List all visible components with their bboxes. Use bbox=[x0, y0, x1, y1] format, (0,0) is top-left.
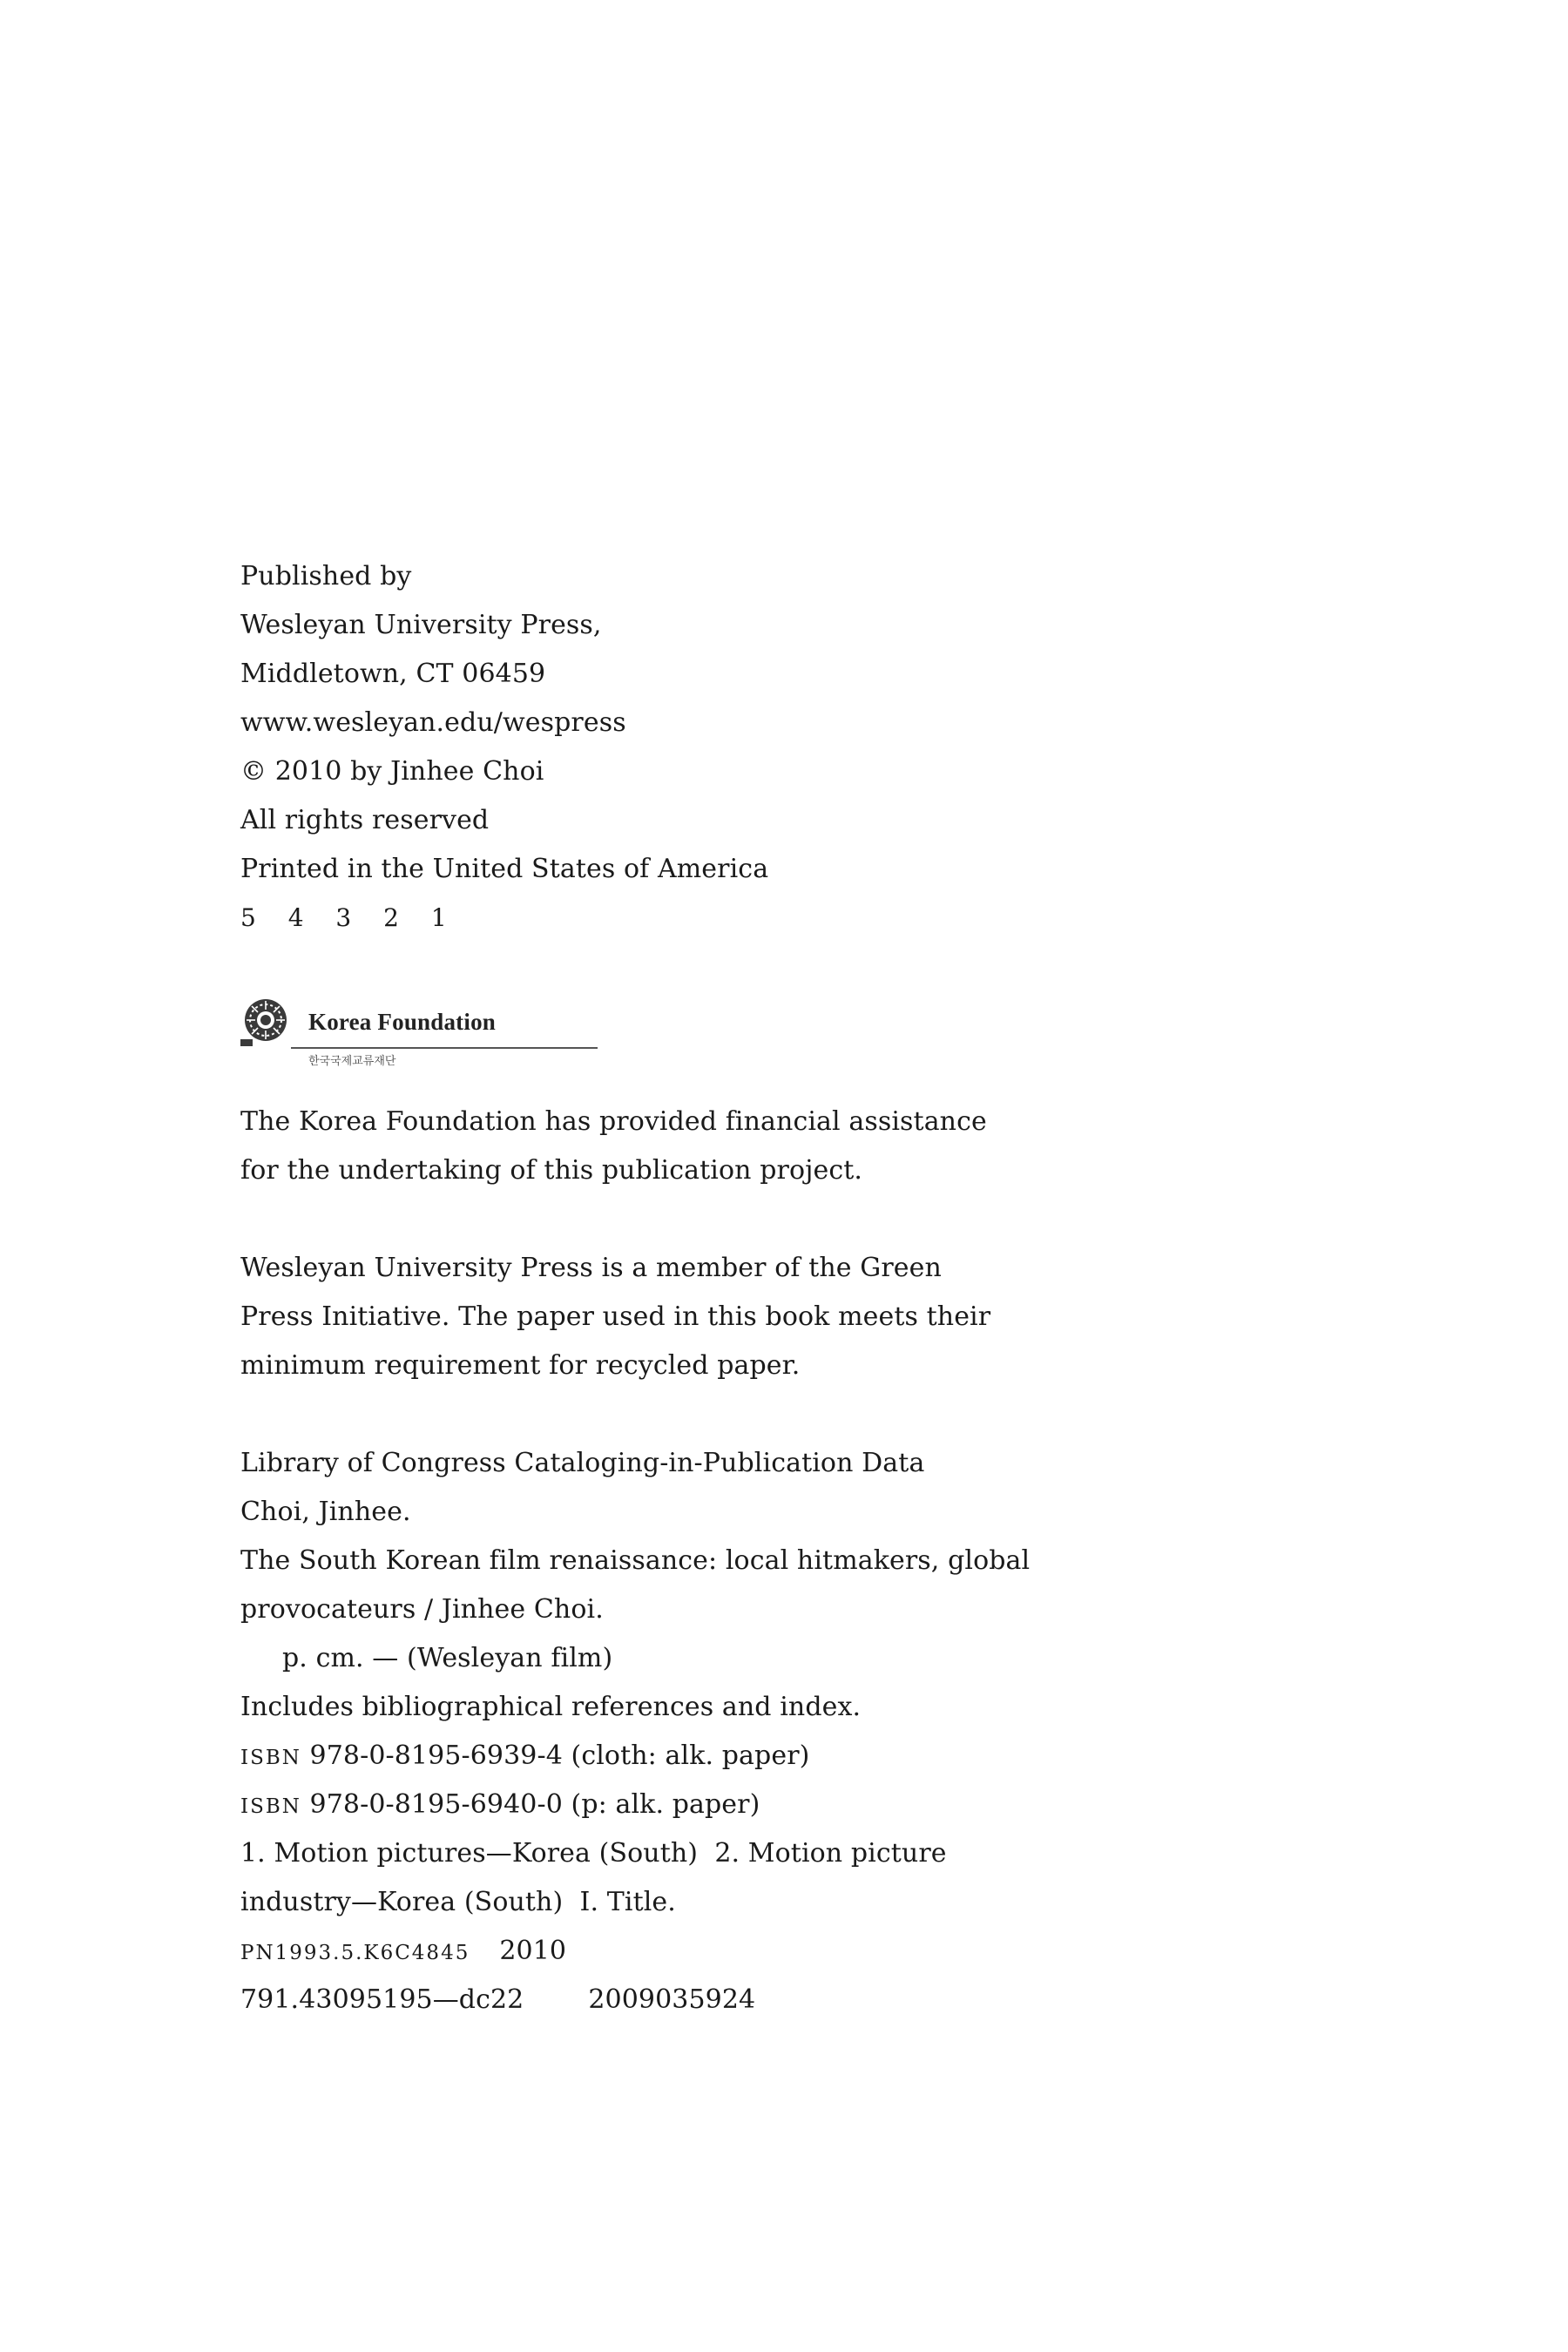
cip-includes-note: Includes bibliographical references and index. bbox=[240, 1692, 862, 1722]
cip-dewey-line bbox=[240, 1976, 1030, 2024]
print-number-line: 5 4 3 2 1 bbox=[240, 903, 459, 932]
korea-foundation-emblem-icon bbox=[240, 996, 291, 1046]
cip-data-block bbox=[240, 1439, 1030, 2024]
copyright-line: © 2010 by Jinhee Choi bbox=[240, 756, 544, 787]
cip-subjects-line-1: 1. Motion pictures—Korea (South) 2. Motion picture bbox=[240, 1838, 947, 1869]
publisher-name: Wesleyan University Press, bbox=[240, 610, 602, 640]
lccn-number: 2009035924 bbox=[588, 1984, 756, 2015]
korea-foundation-note bbox=[240, 1098, 987, 1195]
green-note-line-2: Press Initiative. The paper used in this book meets their bbox=[240, 1301, 991, 1332]
cip-title-line-2: provocateurs / Jinhee Choi. bbox=[240, 1594, 604, 1625]
lc-class-number: PN1993.5.K6C4845 bbox=[240, 1942, 470, 1964]
lc-class-year: 2010 bbox=[499, 1936, 567, 1966]
green-note-line-3: minimum requirement for recycled paper. bbox=[240, 1350, 801, 1381]
cip-author: Choi, Jinhee. bbox=[240, 1497, 411, 1527]
isbn-cloth-value: 978-0-8195-6939-4 (cloth: alk. paper) bbox=[309, 1740, 810, 1771]
publisher-url: www.wesleyan.edu/wespress bbox=[240, 707, 626, 738]
cip-physical-description: p. cm. — (Wesleyan film) bbox=[282, 1643, 613, 1673]
korea-note-line-1: The Korea Foundation has provided financial assistance bbox=[240, 1106, 987, 1137]
rights-line: All rights reserved bbox=[240, 805, 490, 835]
published-by-label: Published by bbox=[240, 561, 412, 591]
korea-foundation-logo-korean: 한국국제교류재단 bbox=[308, 1055, 396, 1068]
printed-line: Printed in the United States of America bbox=[240, 854, 769, 884]
cip-isbn-cloth bbox=[240, 1732, 1030, 1781]
logo-divider bbox=[291, 1047, 598, 1049]
korea-foundation-logo bbox=[240, 996, 599, 1071]
isbn-paper-value: 978-0-8195-6940-0 (p: alk. paper) bbox=[309, 1789, 760, 1820]
korea-foundation-logo-name: Korea Foundation bbox=[308, 1009, 496, 1035]
cip-lc-classification bbox=[240, 1927, 1030, 1976]
cip-title-line-1: The South Korean film renaissance: local hitmakers, global bbox=[240, 1545, 1031, 1576]
isbn-label: ISBN bbox=[240, 1795, 301, 1818]
cip-heading: Library of Congress Cataloging-in-Publication Data bbox=[240, 1448, 925, 1478]
cip-isbn-paper bbox=[240, 1781, 1030, 1829]
publisher-city: Middletown, CT 06459 bbox=[240, 659, 546, 689]
dewey-number: 791.43095195—dc22 bbox=[240, 1984, 524, 2015]
isbn-label: ISBN bbox=[240, 1747, 301, 1769]
green-press-note bbox=[240, 1244, 990, 1390]
korea-note-line-2: for the undertaking of this publication project. bbox=[240, 1155, 863, 1186]
cip-subjects-line-2: industry—Korea (South) I. Title. bbox=[240, 1887, 676, 1917]
green-note-line-1: Wesleyan University Press is a member of the Green bbox=[240, 1253, 942, 1283]
publisher-block bbox=[240, 552, 768, 943]
